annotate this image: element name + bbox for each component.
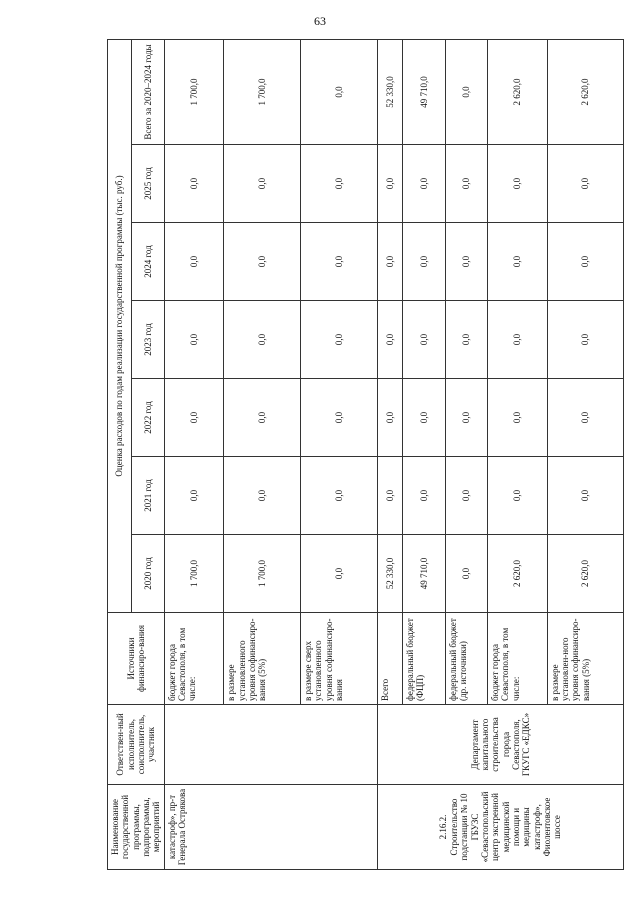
- value-cell: 0,0: [377, 301, 402, 379]
- value-cell: 1 700,0: [164, 535, 224, 613]
- header-year: 2024 год: [132, 223, 165, 301]
- header-year: 2022 год: [132, 379, 165, 457]
- value-cell: 0,0: [224, 145, 301, 223]
- value-cell: 0,0: [488, 457, 548, 535]
- header-year: 2021 год: [132, 457, 165, 535]
- table-row: [164, 39, 224, 869]
- value-cell: 0,0: [377, 379, 402, 457]
- header-year: 2023 год: [132, 301, 165, 379]
- value-cell: 0,0: [403, 301, 445, 379]
- value-cell: 0,0: [164, 145, 224, 223]
- value-cell: 0,0: [224, 457, 301, 535]
- value-cell: 0,0: [547, 223, 624, 301]
- source-cell: в размере установленного уровня софинансиро-вания (5%): [224, 613, 301, 705]
- table-row: [377, 39, 402, 869]
- value-cell: 0,0: [445, 535, 487, 613]
- value-cell: 2 620,0: [488, 535, 548, 613]
- header-year: 2020 год: [132, 535, 165, 613]
- value-cell: 0,0: [164, 457, 224, 535]
- measure-name: катастроф», пр-т Генерала Острякова: [164, 785, 377, 870]
- measure-name: 2.16.2. Строительство подстанции № 10 ГБУЗС «Севастопольский центр экстренной медицинской помощи и медицины катастроф», Фиолентовское шоссе: [377, 785, 624, 870]
- value-cell: 0,0: [301, 535, 378, 613]
- total-cell: 0,0: [445, 39, 487, 144]
- value-cell: 0,0: [377, 223, 402, 301]
- value-cell: 0,0: [547, 145, 624, 223]
- value-cell: 0,0: [301, 223, 378, 301]
- value-cell: 49 710,0: [403, 535, 445, 613]
- total-cell: 1 700,0: [164, 39, 224, 144]
- value-cell: 0,0: [445, 457, 487, 535]
- value-cell: 0,0: [547, 457, 624, 535]
- total-cell: 1 700,0: [224, 39, 301, 144]
- value-cell: 0,0: [164, 223, 224, 301]
- value-cell: 0,0: [164, 301, 224, 379]
- total-cell: 49 710,0: [403, 39, 445, 144]
- header-year: 2025 год: [132, 145, 165, 223]
- value-cell: 0,0: [403, 223, 445, 301]
- value-cell: 0,0: [301, 379, 378, 457]
- rotated-page-area: [107, 40, 607, 870]
- value-cell: 0,0: [445, 379, 487, 457]
- source-cell: федеральный бюджет (др. источники): [445, 613, 487, 705]
- value-cell: 0,0: [164, 379, 224, 457]
- value-cell: 0,0: [377, 145, 402, 223]
- value-cell: 0,0: [224, 379, 301, 457]
- source-cell: федеральный бюджет (ФЦП): [403, 613, 445, 705]
- source-cell: бюджет города Севастополя, в том числе:: [488, 613, 548, 705]
- rotated-table-container: [107, 40, 607, 870]
- header-executor: Ответствен-ный исполнитель, соисполнитель, участник: [108, 705, 165, 785]
- source-cell: в размере сверх установленного уровня софинансиро-вания: [301, 613, 378, 705]
- header-source: Источники финансиро-вания: [108, 613, 165, 705]
- value-cell: 0,0: [377, 457, 402, 535]
- header-total: Всего за 2020–2024 годы: [132, 39, 165, 144]
- total-cell: 0,0: [301, 39, 378, 144]
- source-cell: в размере установлен-ного уровня софинансиро-вания (5%): [547, 613, 624, 705]
- header-estimate: Оценка расходов по годам реализации государственной программы (тыс. руб.): [108, 39, 132, 612]
- total-cell: 2 620,0: [488, 39, 548, 144]
- executor-cell: [164, 705, 377, 785]
- value-cell: 0,0: [224, 223, 301, 301]
- source-cell: Всего: [377, 613, 402, 705]
- value-cell: 0,0: [488, 301, 548, 379]
- value-cell: 0,0: [403, 379, 445, 457]
- financing-table: [107, 39, 624, 870]
- value-cell: 0,0: [488, 145, 548, 223]
- value-cell: 0,0: [445, 223, 487, 301]
- source-cell: бюджет города Севастополя, в том числе:: [164, 613, 224, 705]
- value-cell: 0,0: [224, 301, 301, 379]
- value-cell: 0,0: [547, 301, 624, 379]
- value-cell: 0,0: [547, 379, 624, 457]
- header-name: Наименование государственной программы, подпрограммы, мероприятий: [108, 785, 165, 870]
- value-cell: 1 700,0: [224, 535, 301, 613]
- value-cell: 0,0: [403, 145, 445, 223]
- value-cell: 0,0: [301, 457, 378, 535]
- value-cell: 0,0: [445, 145, 487, 223]
- value-cell: 0,0: [488, 223, 548, 301]
- executor-cell: Департамент капитального строительства города Севастополя, ГКУГС «ЕДКС»: [377, 705, 624, 785]
- value-cell: 52 330,0: [377, 535, 402, 613]
- value-cell: 0,0: [403, 457, 445, 535]
- total-cell: 52 330,0: [377, 39, 402, 144]
- value-cell: 0,0: [301, 301, 378, 379]
- total-cell: 2 620,0: [547, 39, 624, 144]
- value-cell: 2 620,0: [547, 535, 624, 613]
- value-cell: 0,0: [301, 145, 378, 223]
- value-cell: 0,0: [445, 301, 487, 379]
- value-cell: 0,0: [488, 379, 548, 457]
- page-number: 63: [314, 14, 326, 28]
